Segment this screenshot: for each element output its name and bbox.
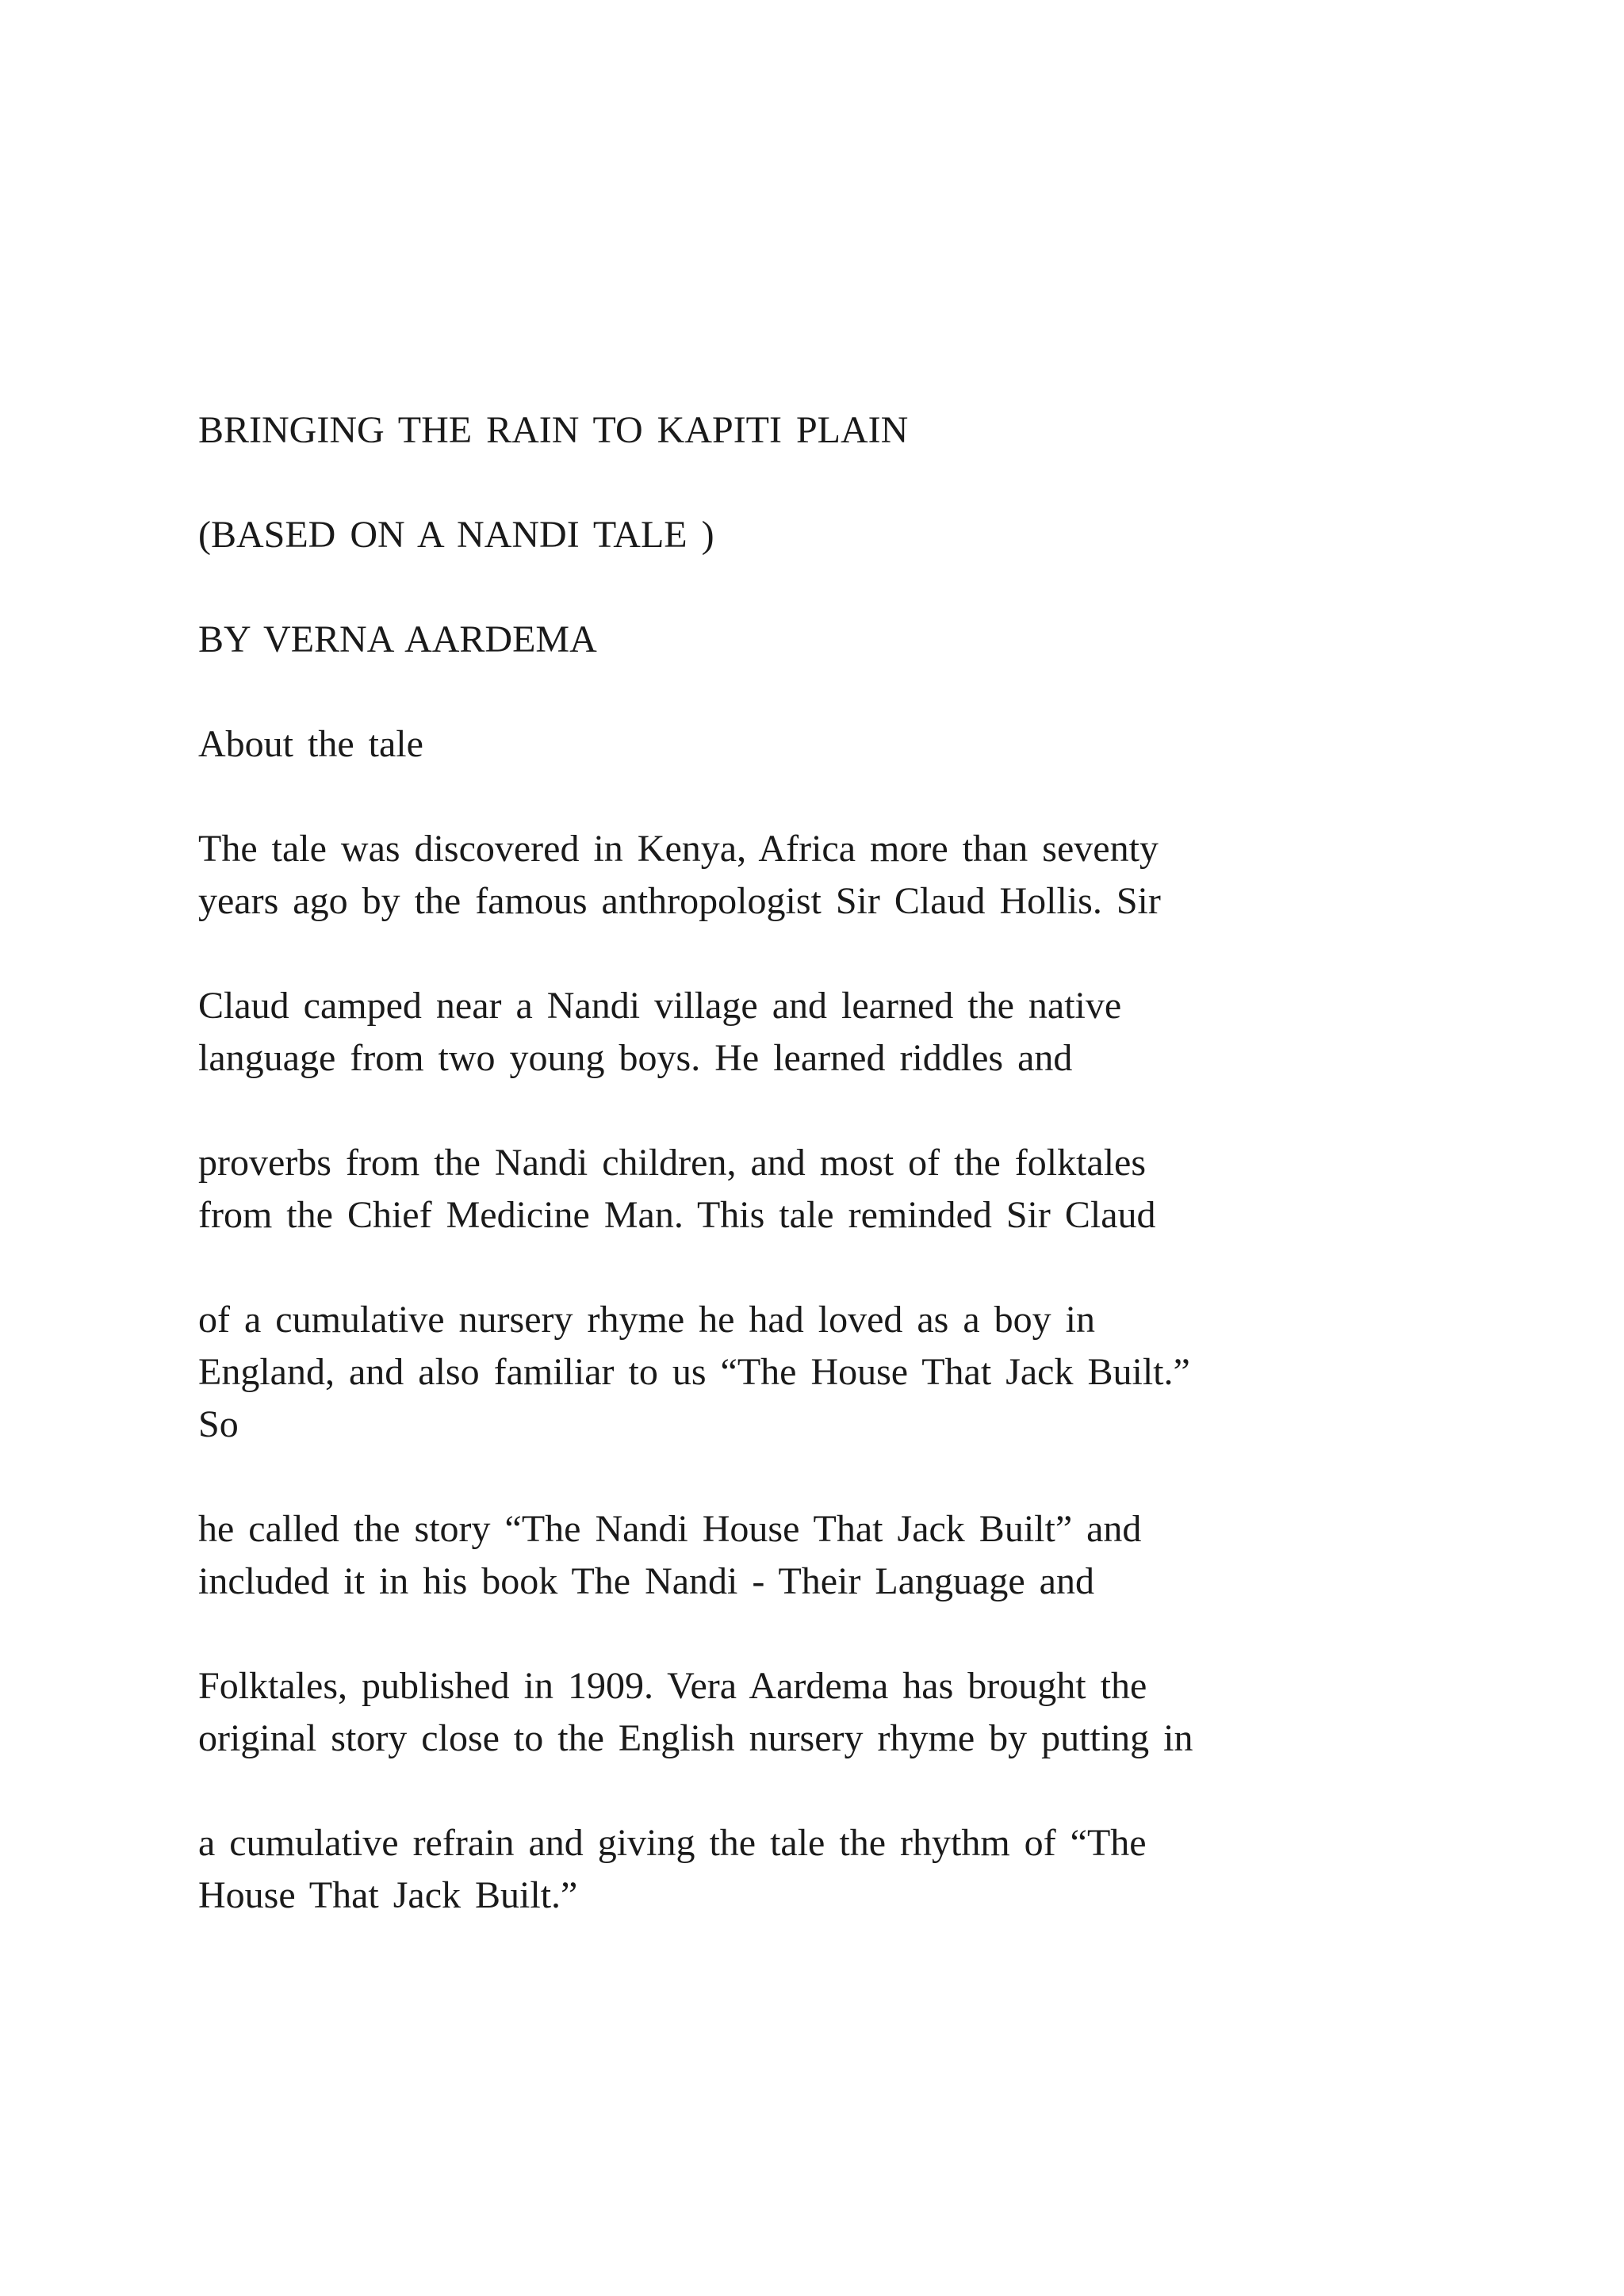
paragraph: [198, 823, 1546, 928]
paragraph-line: original story close to the English nursery rhyme by putting in: [198, 1717, 1193, 1759]
document-title: [198, 404, 1546, 457]
paragraph-line: from the Chief Medicine Man. This tale reminded Sir Claud: [198, 1194, 1156, 1236]
document-author: [198, 614, 1546, 666]
paragraph-line: So: [198, 1403, 239, 1445]
paragraph: [198, 1660, 1546, 1765]
paragraph-line: he called the story “The Nandi House That Jack Built” and: [198, 1508, 1142, 1550]
author-line: BY VERNA AARDEMA: [198, 618, 597, 660]
paragraph: [198, 1294, 1546, 1451]
paragraph-line: language from two young boys. He learned riddles and: [198, 1037, 1073, 1079]
paragraph-line: Folktales, published in 1909. Vera Aardema has brought the: [198, 1665, 1147, 1707]
paragraph-line: The tale was discovered in Kenya, Africa more than seventy: [198, 828, 1159, 870]
title-line: BRINGING THE RAIN TO KAPITI PLAIN: [198, 409, 909, 451]
paragraph-line: England, and also familiar to us “The House That Jack Built.”: [198, 1351, 1190, 1393]
document-subtitle: [198, 509, 1546, 561]
section-heading: [198, 718, 1546, 771]
paragraph-line: Claud camped near a Nandi village and learned the native: [198, 985, 1122, 1027]
paragraph-line: years ago by the famous anthropologist Sir Claud Hollis. Sir: [198, 880, 1161, 922]
paragraph: [198, 980, 1546, 1085]
paragraph-line: House That Jack Built.”: [198, 1874, 578, 1916]
paragraph-line: proverbs from the Nandi children, and most of the folktales: [198, 1142, 1147, 1184]
paragraph-line: of a cumulative nursery rhyme he had loved as a boy in: [198, 1299, 1095, 1341]
paragraph-line: included it in his book The Nandi - Their Language and: [198, 1560, 1094, 1602]
paragraph: [198, 1817, 1546, 1922]
paragraph: [198, 1137, 1546, 1242]
paragraph: [198, 1503, 1546, 1608]
section-heading-line: About the tale: [198, 723, 423, 765]
paragraph-line: a cumulative refrain and giving the tale the rhythm of “The: [198, 1822, 1147, 1864]
subtitle-line: (BASED ON A NANDI TALE ): [198, 514, 714, 556]
